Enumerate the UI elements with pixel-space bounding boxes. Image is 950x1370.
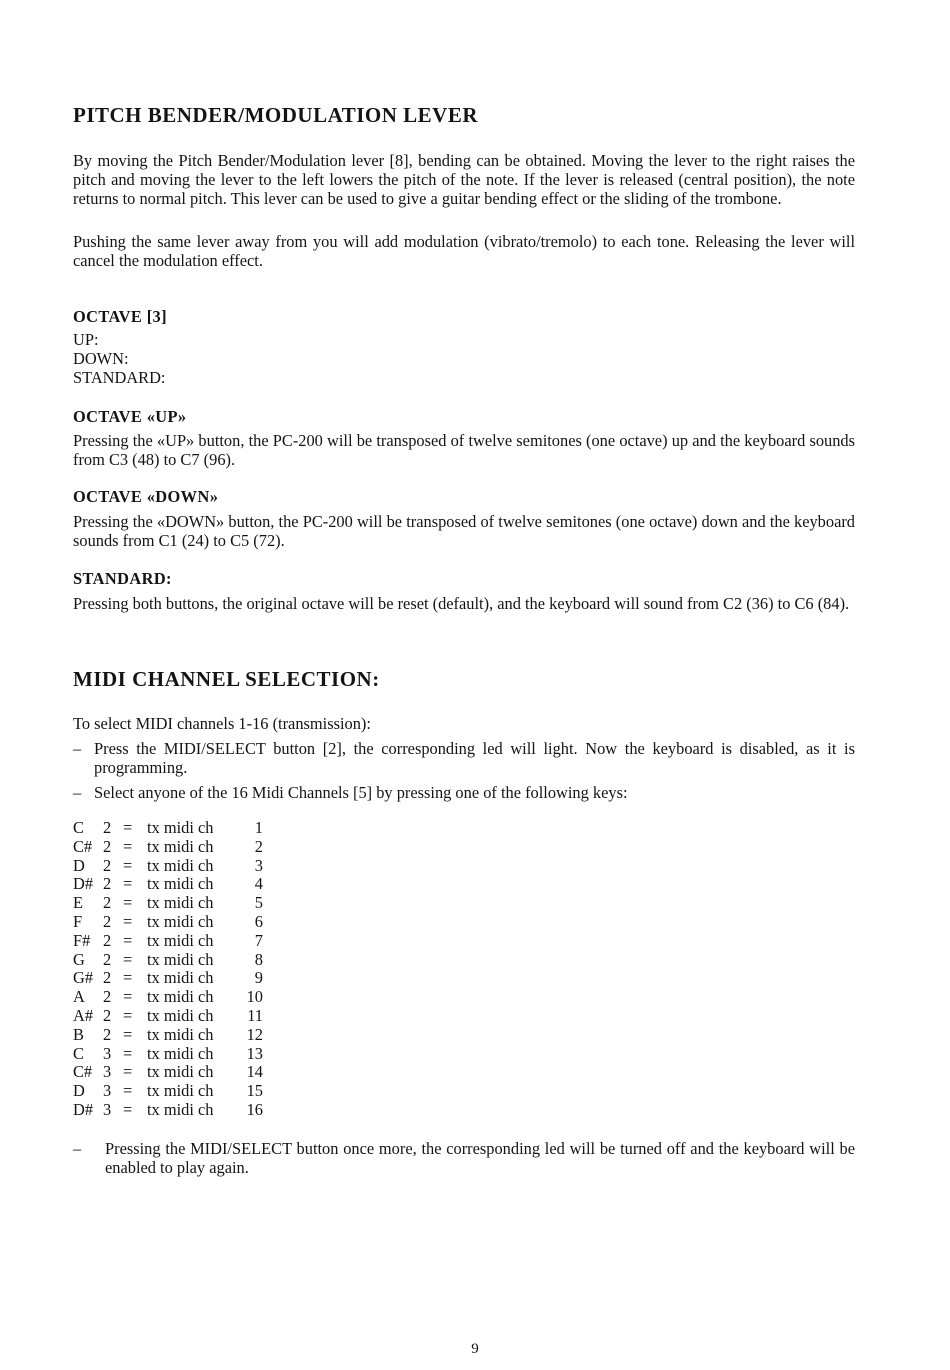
key-note: C — [73, 818, 84, 837]
key-octave: 3 — [103, 1062, 112, 1082]
equals-sign: = — [123, 1081, 133, 1101]
tx-midi-label: tx midi ch — [147, 968, 214, 988]
tx-midi-label: tx midi ch — [147, 1005, 214, 1025]
equals-sign: = — [123, 855, 133, 875]
key-cell — [73, 875, 123, 894]
key-note: C# — [73, 1062, 93, 1082]
key-octave: 2 — [103, 818, 112, 837]
key-cell — [73, 969, 123, 988]
midi-table-row — [73, 894, 263, 913]
standard-paragraph: Pressing both buttons, the original octave will be reset (default), and the keyboard will sound from C2 (36) to C6 (84). — [73, 594, 850, 613]
key-note: D# — [73, 874, 94, 894]
dash-bullet: – — [73, 1139, 82, 1158]
tx-midi-label: tx midi ch — [147, 893, 214, 913]
equals-sign: = — [123, 893, 133, 913]
midi-channel-number: 7 — [254, 930, 263, 950]
midi-step-1-text: Press the MIDI/SELECT button [2], the corresponding led will light. Now the keyboard is disabled, as it is programming. — [94, 739, 855, 777]
midi-steps — [73, 739, 855, 802]
octave-up-paragraph: Pressing the «UP» button, the PC-200 will be transposed of twelve semitones (one octave) up and the keyboard sounds from C3 (48) to C7 (96). — [73, 431, 855, 469]
midi-channel-heading: MIDI CHANNEL SELECTION: — [73, 667, 380, 691]
midi-channel-table — [73, 819, 263, 1120]
key-note: E — [73, 893, 84, 913]
midi-table-row — [73, 838, 263, 857]
tx-midi-label: tx midi ch — [147, 930, 214, 950]
midi-table-row — [73, 875, 263, 894]
key-note: G — [73, 949, 85, 969]
tx-midi-label: tx midi ch — [147, 949, 214, 969]
midi-step-1 — [73, 739, 855, 777]
dash-bullet: – — [73, 783, 82, 802]
key-note: A# — [73, 1005, 94, 1025]
equals-sign: = — [123, 949, 133, 969]
midi-channel-number: 4 — [254, 874, 263, 894]
midi-step-2 — [73, 783, 855, 802]
key-cell — [73, 857, 123, 876]
key-note: F# — [73, 930, 91, 950]
key-cell — [73, 951, 123, 970]
equals-sign: = — [123, 874, 133, 894]
tx-midi-label: tx midi ch — [147, 911, 214, 931]
tx-midi-label: tx midi ch — [147, 1062, 214, 1082]
midi-table-row — [73, 1045, 263, 1064]
key-cell — [73, 894, 123, 913]
midi-intro-text: To select MIDI channels 1-16 (transmission): — [73, 714, 371, 733]
octave-options-list — [73, 330, 166, 387]
key-octave: 2 — [103, 855, 112, 875]
key-cell — [73, 819, 123, 838]
dash-bullet: – — [73, 739, 82, 758]
midi-channel-number: 3 — [254, 855, 263, 875]
key-octave: 3 — [103, 1081, 112, 1101]
pitch-bender-paragraph-1: By moving the Pitch Bender/Modulation lever [8], bending can be obtained. Moving the lever to the right raises the pitch and moving the lever to the left lowers the pitch of the note. If the lever is released (central position), the note returns to normal pitch. This lever can be used to give a guitar bending effect or the sliding of the trombone. — [73, 151, 855, 208]
key-cell — [73, 1045, 123, 1064]
key-cell — [73, 838, 123, 857]
tx-midi-label: tx midi ch — [147, 1024, 214, 1044]
midi-channel-number: 9 — [254, 968, 263, 988]
tx-midi-label: tx midi ch — [147, 818, 214, 837]
midi-channel-number: 6 — [254, 911, 263, 931]
key-cell — [73, 1082, 123, 1101]
page-number: 9 — [471, 1341, 479, 1357]
equals-sign: = — [123, 930, 133, 950]
key-note: D# — [73, 1099, 94, 1119]
midi-table-row — [73, 969, 263, 988]
key-note: A — [73, 987, 85, 1007]
midi-step-3 — [73, 1139, 855, 1177]
midi-channel-number: 15 — [246, 1081, 263, 1101]
key-cell — [73, 1063, 123, 1082]
key-octave: 2 — [103, 930, 112, 950]
pitch-bender-heading: PITCH BENDER/MODULATION LEVER — [73, 103, 478, 127]
key-note: D — [73, 855, 85, 875]
equals-sign: = — [123, 836, 133, 856]
octave-option-down: DOWN: — [73, 349, 129, 368]
standard-heading: STANDARD: — [73, 569, 172, 588]
equals-sign: = — [123, 1005, 133, 1025]
midi-table-row — [73, 1026, 263, 1045]
octave-down-heading: OCTAVE «DOWN» — [73, 487, 219, 506]
midi-channel-number: 2 — [254, 836, 263, 856]
midi-final-step — [73, 1139, 855, 1177]
midi-channel-number: 1 — [254, 818, 263, 837]
key-note: F — [73, 911, 83, 931]
octave-option-standard: STANDARD: — [73, 368, 166, 387]
midi-table-row — [73, 1101, 263, 1120]
midi-table-row — [73, 932, 263, 951]
key-note: B — [73, 1024, 84, 1044]
equals-sign: = — [123, 987, 133, 1007]
key-note: C — [73, 1043, 84, 1063]
equals-sign: = — [123, 1043, 133, 1063]
equals-sign: = — [123, 968, 133, 988]
key-cell — [73, 1026, 123, 1045]
midi-step-3-text: Pressing the MIDI/SELECT button once more, the corresponding led will be turned off and the keyboard will be enabled to play again. — [105, 1139, 855, 1177]
octave-up-heading: OCTAVE «UP» — [73, 407, 187, 426]
equals-sign: = — [123, 1099, 133, 1119]
key-octave: 2 — [103, 836, 112, 856]
midi-channel-number: 12 — [246, 1024, 263, 1044]
key-octave: 2 — [103, 1024, 112, 1044]
midi-table-row — [73, 913, 263, 932]
tx-midi-label: tx midi ch — [147, 836, 214, 856]
key-note: D — [73, 1081, 85, 1101]
key-cell — [73, 1007, 123, 1026]
key-cell — [73, 932, 123, 951]
midi-table-row — [73, 857, 263, 876]
tx-midi-label: tx midi ch — [147, 1043, 214, 1063]
octave-down-paragraph: Pressing the «DOWN» button, the PC-200 will be transposed of twelve semitones (one octave) down and the keyboard sounds from C1 (24) to C5 (72). — [73, 512, 855, 550]
midi-table-row — [73, 951, 263, 970]
midi-channel-number: 16 — [246, 1099, 263, 1119]
pitch-bender-paragraph-2: Pushing the same lever away from you will add modulation (vibrato/tremolo) to each tone. Releasing the lever will cancel the modulation effect. — [73, 232, 855, 270]
key-octave: 2 — [103, 874, 112, 894]
octave-option-up: UP: — [73, 330, 99, 349]
tx-midi-label: tx midi ch — [147, 987, 214, 1007]
key-octave: 2 — [103, 968, 112, 988]
key-cell — [73, 1101, 123, 1120]
key-octave: 2 — [103, 987, 112, 1007]
midi-table-row — [73, 819, 263, 838]
midi-table-row — [73, 1007, 263, 1026]
key-octave: 2 — [103, 911, 112, 931]
midi-channel-number: 13 — [246, 1043, 263, 1063]
key-note: C# — [73, 836, 93, 856]
midi-channel-number: 11 — [247, 1005, 263, 1025]
midi-table-row — [73, 1082, 263, 1101]
octave-heading: OCTAVE [3] — [73, 307, 168, 326]
equals-sign: = — [123, 911, 133, 931]
tx-midi-label: tx midi ch — [147, 1081, 214, 1101]
key-note: G# — [73, 968, 94, 988]
key-octave: 2 — [103, 893, 112, 913]
key-cell — [73, 913, 123, 932]
tx-midi-label: tx midi ch — [147, 874, 214, 894]
midi-step-2-text: Select anyone of the 16 Midi Channels [5] by pressing one of the following keys: — [94, 783, 628, 802]
midi-channel-number: 5 — [254, 893, 263, 913]
key-octave: 2 — [103, 1005, 112, 1025]
equals-sign: = — [123, 1062, 133, 1082]
midi-table-row — [73, 1063, 263, 1082]
key-cell — [73, 988, 123, 1007]
equals-sign: = — [123, 818, 133, 837]
equals-sign: = — [123, 1024, 133, 1044]
midi-channel-number: 14 — [246, 1062, 263, 1082]
midi-channel-number: 10 — [246, 987, 263, 1007]
tx-midi-label: tx midi ch — [147, 855, 214, 875]
key-octave: 2 — [103, 949, 112, 969]
key-octave: 3 — [103, 1043, 112, 1063]
midi-table-row — [73, 988, 263, 1007]
tx-midi-label: tx midi ch — [147, 1099, 214, 1119]
key-octave: 3 — [103, 1099, 112, 1119]
midi-channel-number: 8 — [254, 949, 263, 969]
